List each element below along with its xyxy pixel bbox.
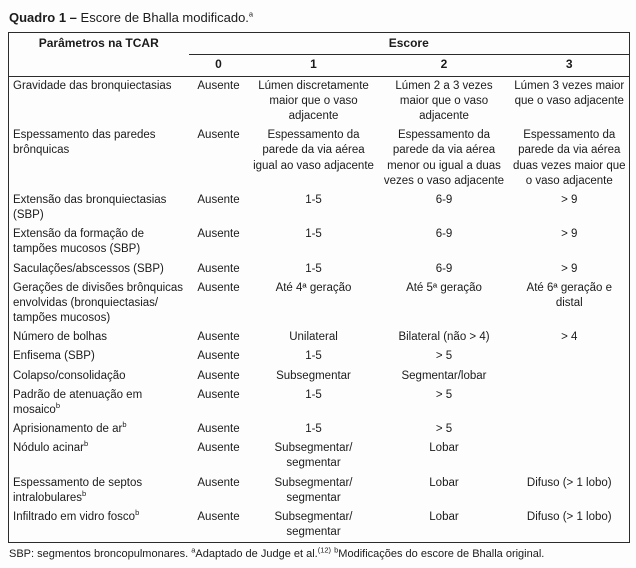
table-row [9,225,630,259]
footnote [9,545,629,561]
score-cell: > 5 [435,350,453,363]
empty-header-cell [9,54,189,76]
score-cell: Ausente [197,388,240,401]
parameter-cell: Padrão de atenuação em mosaico$^b$ [13,388,143,416]
score-cell: 6-9 [435,228,453,241]
score-cell: > 9 [561,228,578,241]
score-cell: Espessamento da parede da via aérea menor ou igual a duas vezes o vaso adjacente [383,129,505,187]
score-cell: Espessamento da parede da via aérea igual ao vaso adjacente [253,129,374,172]
footnote-text: Adaptado de Judge et al. [195,548,318,561]
score-cell: Difuso (> 1 lobo) [526,510,612,523]
parameter-cell: Nódulo acinar$^b$ [13,439,89,455]
score-cell: 1-5 [305,423,322,436]
score-cell: Difuso (> 1 lobo) [526,476,612,489]
parameter-cell: Espessamento das paredes brônquicas [13,129,156,157]
parameter-cell: Colapso/consolidação [13,369,126,382]
table-row [9,386,630,420]
score-column-1: 1 [249,54,379,76]
table-row [9,508,630,543]
bhalla-score-table [8,32,630,543]
score-cell: > 9 [561,193,578,206]
table-row [9,474,630,508]
score-cell: Espessamento da parede da via aérea duas vezes maior que o vaso adjacente [513,129,626,187]
score-cell: Até 5ª geração [406,281,482,294]
column-header-escore: Escore [189,33,630,55]
table-row [9,439,630,473]
score-cell: 6-9 [435,262,453,275]
score-cell: Ausente [197,350,240,363]
table-row [9,328,630,347]
table-body [9,76,630,543]
parameter-cell: Extensão da formação de tampões mucosos (SBP) [13,228,145,256]
score-cell: 1-5 [305,193,322,206]
parameter-cell: Aprisionamento de $ar^b$ [13,420,127,436]
score-cell: > 5 [435,388,453,401]
score-cell: Ausente [197,193,240,206]
caption-label: Quadro 1 – [9,10,77,25]
score-cell: Subsegmentar/ segmentar [274,476,353,504]
parameter-superscript: b [55,401,60,411]
table-caption [9,10,629,25]
parameter-superscript: b [122,420,127,430]
score-cell: 1-5 [305,262,322,275]
parameter-cell: Infiltrado em vidro fosco$^b$ [13,508,140,523]
score-cell: Ausente [197,510,240,523]
score-cell: Ausente [197,262,240,275]
score-cell: Lúmen 2 a 3 vezes maior que o vaso adjacente [395,79,493,122]
footnote-superscript: b [334,545,339,555]
table-row [9,260,630,279]
score-cell: Lobar [429,442,459,455]
score-cell: Ausente [197,423,240,436]
parameter-cell: Número de bolhas [13,331,107,344]
score-cell: > 5 [435,423,453,436]
score-column-0: 0 [189,54,249,76]
score-cell: Ausente [197,281,240,294]
score-cell: > 4 [561,331,578,344]
parameter-cell: Gerações de divisões brônquicas envolvidas (bronquiectasias/ tampões mucosos) [13,281,184,325]
score-cell [510,386,630,420]
header-row-groups [9,33,630,55]
score-cell: Ausente [197,369,240,382]
table-row [9,76,630,126]
parameter-cell: Enfisema (SBP) [13,350,95,363]
table-row [9,126,630,191]
score-column-2: 2 [379,54,510,76]
score-cell: Lobar [429,510,459,523]
table-row [9,347,630,366]
score-cell: Ausente [197,129,240,142]
parameter-cell: Saculações/abscessos (SBP) [13,262,164,275]
score-cell: 1-5 [305,350,322,363]
score-cell: Unilateral [289,331,338,344]
column-header-parameters: Parâmetros na TCAR [38,36,159,51]
score-cell [510,439,630,473]
score-cell: Subsegmentar/ segmentar [274,510,353,539]
score-cell: Lobar [429,476,459,489]
score-cell: Lúmen 3 vezes maior que o vaso adjacente [514,79,625,107]
footnote-text: SBP: segmentos broncopulmonares. [9,548,192,561]
table-row [9,367,630,386]
caption-text: Escore de Bhalla modificado. [76,10,249,25]
score-cell: 1-5 [305,388,322,401]
footnote-superscript: a [191,545,196,555]
score-cell: Ausente [197,79,240,92]
score-cell: Bilateral (não > 4) [398,331,490,344]
table-row [9,191,630,225]
score-cell: Ausente [197,476,240,489]
score-cell: Subsegmentar/ segmentar [274,442,353,470]
score-cell: Até 4ª geração [275,281,352,294]
score-cell [510,420,630,439]
caption-superscript: a [248,9,254,19]
header-row-scores [9,54,630,76]
score-cell: Lúmen discretamente maior que o vaso adjacente [258,79,369,122]
score-cell: 6-9 [435,193,453,206]
table-row [9,420,630,439]
parameter-superscript: b [135,508,140,518]
parameter-superscript: b [83,439,89,449]
score-cell: Até 6ª geração e distal [526,281,612,309]
parameter-cell: Espessamento de septos intralobulares$^b$ [13,476,143,504]
parameter-superscript: b [82,488,87,498]
table-row [9,279,630,329]
score-cell: Ausente [197,228,240,241]
score-cell: > 9 [561,262,578,275]
table-header [9,33,630,77]
parameter-cell: Gravidade das bronquiectasias [13,79,172,92]
score-cell: Segmentar/lobar [401,369,487,382]
score-cell: Ausente [197,442,240,455]
score-column-3: 3 [510,54,630,76]
score-cell [510,367,630,386]
parameter-cell: Extensão das bronquiectasias (SBP) [13,193,167,222]
score-cell [510,347,630,366]
score-cell: Ausente [197,331,240,344]
footnote-text: Modificações do escore de Bhalla original. [338,548,545,561]
footnote-superscript: (12) [317,545,332,555]
score-cell: Subsegmentar [276,369,351,382]
score-cell: 1-5 [305,228,322,241]
